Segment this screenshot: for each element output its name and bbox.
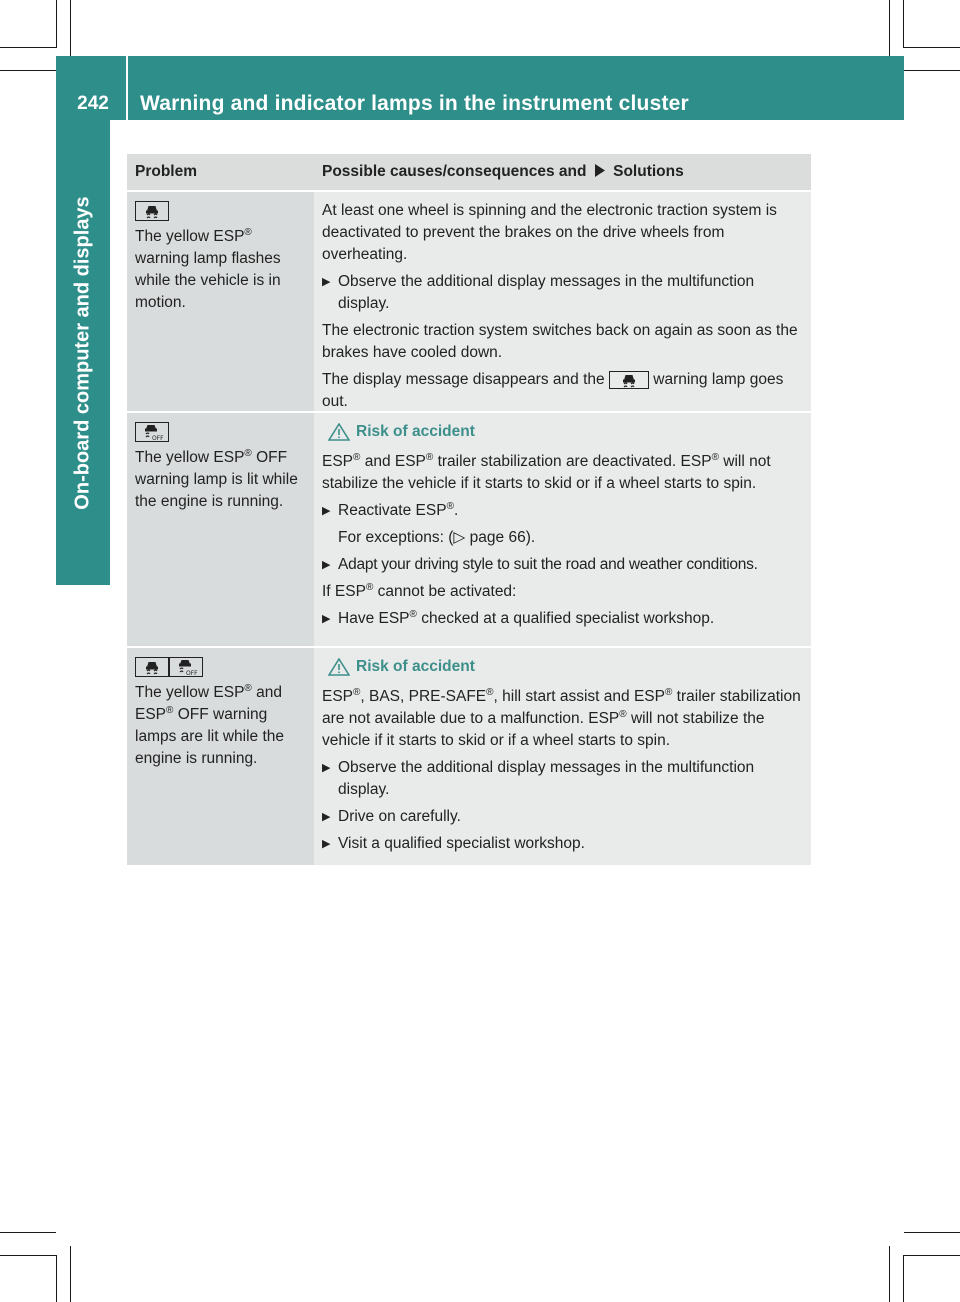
solution-step: ▶ Drive on carefully. — [322, 806, 803, 828]
crop-mark — [56, 1255, 57, 1302]
svg-text:OFF: OFF — [152, 434, 164, 442]
solution-cell: Risk of accident ESP®, BAS, PRE-SAFE®, hill start assist and ESP® trailer stabilization are not available due to a malfunction. ESP® will not stabilize the vehicle if it starts to skid or if a wheel starts to spin. ▶ Observe the additional display messages in the multifunction display. ▶ Drive on carefully. ▶ Visit a qualified specialist workshop. — [314, 646, 811, 865]
crop-mark — [904, 70, 960, 71]
crop-mark — [70, 0, 71, 56]
crop-mark — [0, 1232, 56, 1233]
crop-mark — [903, 1255, 904, 1302]
table-row — [127, 190, 811, 411]
svg-text:OFF: OFF — [186, 669, 198, 677]
step-arrow-icon: ▶ — [322, 505, 331, 517]
solution-cell: At least one wheel is spinning and the electronic traction system is deactivated to prevent the brakes on the drive wheels from overheating. ▶ Observe the additional display messages in the multifunction display. The electronic traction system switches back on again as soon as the brakes have cooled down. The display message disappears and the warning lamp goes out. — [314, 190, 811, 411]
table-row — [127, 411, 811, 646]
crop-mark — [70, 1246, 71, 1302]
risk-warning: Risk of accident — [322, 656, 803, 678]
page-title: Warning and indicator lamps in the instrument cluster — [140, 92, 689, 115]
step-arrow-icon: ▶ — [322, 559, 331, 571]
solution-step: ▶ Adapt your driving style to suit the road and weather conditions. — [322, 554, 803, 576]
crop-mark — [889, 0, 890, 56]
esp-warning-lamp-icon — [135, 657, 169, 677]
solution-step: ▶ Have ESP® checked at a qualified specialist workshop. — [322, 608, 803, 630]
risk-warning: Risk of accident — [322, 421, 803, 443]
crop-mark — [0, 70, 56, 71]
header-problem: Problem — [127, 154, 314, 190]
warning-triangle-icon — [328, 658, 350, 676]
solution-step: ▶ Reactivate ESP®. — [322, 500, 803, 522]
lamp-table — [127, 154, 811, 865]
step-arrow-icon: ▶ — [322, 811, 331, 823]
crop-mark — [0, 1255, 56, 1256]
header-causes: Possible causes/consequences and Solutions — [314, 154, 811, 190]
problem-cell: The yellow ESP® warning lamp flashes while the vehicle is in motion. — [127, 190, 314, 411]
esp-off-warning-lamp-icon — [169, 657, 203, 677]
table-header-row — [127, 154, 811, 190]
step-arrow-icon: ▶ — [322, 276, 331, 288]
solution-cell: Risk of accident ESP® and ESP® trailer stabilization are deactivated. ESP® will not stabilize the vehicle if it starts to skid or if a wheel starts to spin. ▶ Reactivate ESP®. For exceptions: (▷ page 66). ▶ Adapt your driving style to suit the road and weather conditions. If ESP® cannot be activated: ▶ Have ESP® checked at a qualified specialist workshop. — [314, 411, 811, 646]
crop-mark — [0, 47, 56, 48]
solution-step: ▶ Visit a qualified specialist workshop. — [322, 833, 803, 855]
solution-step: ▶ Observe the additional display messages in the multifunction display. — [322, 757, 803, 801]
page-number: 242 — [77, 93, 109, 114]
crop-mark — [889, 1246, 890, 1302]
crop-mark — [904, 1255, 960, 1256]
table-row — [127, 646, 811, 865]
solution-step: ▶ Observe the additional display messages in the multifunction display. — [322, 271, 803, 315]
esp-warning-lamp-icon — [135, 201, 169, 221]
crop-mark — [56, 0, 57, 48]
warning-triangle-icon — [328, 423, 350, 441]
crop-mark — [904, 1232, 960, 1233]
problem-cell: OFF The yellow ESP® and ESP® OFF warning lamps are lit while the engine is running. — [127, 646, 314, 865]
esp-warning-lamp-icon — [609, 371, 649, 389]
page-reference: For exceptions: (▷ page 66). — [338, 529, 536, 546]
step-arrow-icon: ▶ — [322, 613, 331, 625]
step-arrow-icon: ▶ — [322, 838, 331, 850]
esp-off-warning-lamp-icon — [135, 422, 169, 442]
side-tab-label: On-board computer and displays — [71, 195, 94, 510]
crop-mark — [903, 0, 904, 48]
crop-mark — [904, 47, 960, 48]
step-arrow-icon — [594, 164, 606, 177]
problem-cell: OFF The yellow ESP® OFF warning lamp is lit while the engine is running. — [127, 411, 314, 646]
step-arrow-icon: ▶ — [322, 762, 331, 774]
